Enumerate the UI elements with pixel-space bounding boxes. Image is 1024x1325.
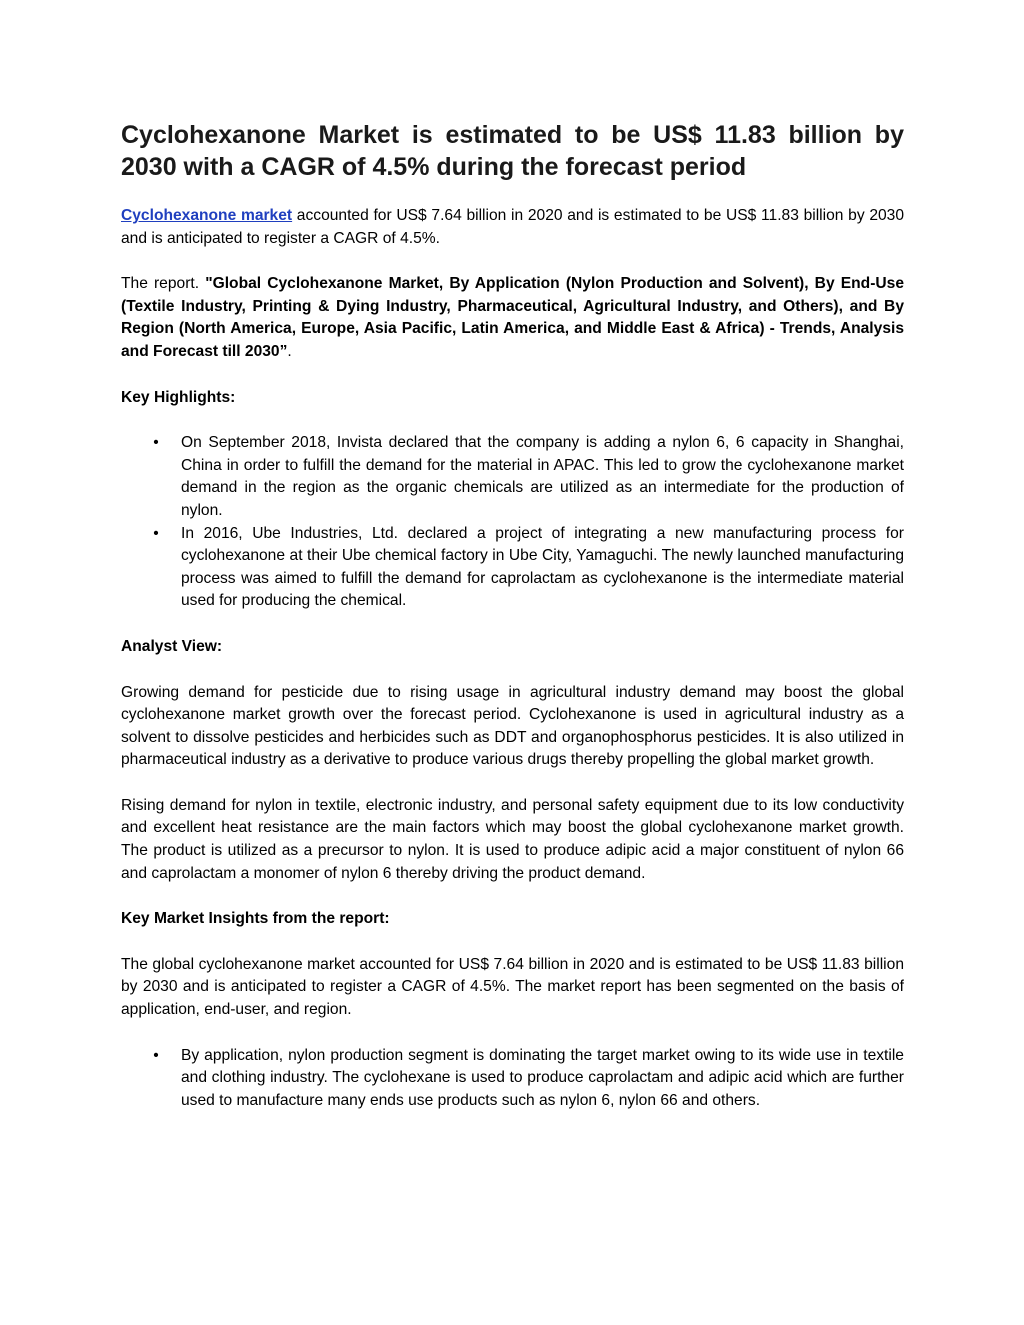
report-suffix: . [287, 342, 292, 360]
list-item-text: On September 2018, Invista declared that the company is adding a nylon 6, 6 capacity in Shanghai, China in order to fulfill the demand for the material in APAC. This led to grow the cyclohexanone market demand in the region as the organic chemicals are utilized as an intermediate for the production of nylon. [181, 434, 904, 519]
bullet-icon: • [153, 524, 159, 542]
document-page [121, 0, 904, 1112]
list-item-text: In 2016, Ube Industries, Ltd. declared a project of integrating a new manufacturing process for cyclohexanone at their Ube chemical factory in Ube City, Yamaguchi. The newly launched manufacturing process was aimed to fulfill the demand for caprolactam as cyclohexanone is the intermediate material used for producing the chemical. [181, 524, 904, 610]
key-insights-paragraph: The global cyclohexanone market accounted for US$ 7.64 billion in 2020 and is estimated to be US$ 11.83 billion by 2030 and is anticipated to register a CAGR of 4.5%. The market report has been segmented on the basis of application, end-user, and region. [121, 955, 904, 1019]
intro-paragraph [121, 205, 904, 250]
key-insights-list [121, 1045, 904, 1113]
analyst-view-heading: Analyst View: [121, 637, 223, 655]
bullet-icon: • [153, 1046, 159, 1064]
key-highlights-list [121, 432, 904, 613]
report-prefix: The report. [121, 275, 206, 293]
report-paragraph [121, 273, 904, 363]
analyst-paragraph-1: Growing demand for pesticide due to rising usage in agricultural industry demand may boost the global cyclohexanone market growth over the forecast period. Cyclohexanone is used in agricultural industry as a solvent to dissolve pesticides and herbicides such as DDT and organophosphorus pesticides. It is also utilized in pharmaceutical industry as a derivative to produce various drugs thereby propelling the global market growth. [121, 683, 904, 769]
key-insights-heading: Key Market Insights from the report: [121, 910, 390, 928]
list-item-text: By application, nylon production segment is dominating the target market owing to its wide use in textile and clothing industry. The cyclohexane is used to produce caprolactam and adipic acid which are further used to manufacture many ends use products such as nylon 6, nylon 66 and others. [181, 1046, 904, 1109]
analyst-paragraph-2: Rising demand for nylon in textile, electronic industry, and personal safety equipment due to its low conductivity and excellent heat resistance are the main factors which may boost the global cyclohexanone market growth. The product is utilized as a precursor to nylon. It is used to produce adipic acid a major constituent of nylon 66 and caprolactam a monomer of nylon 6 thereby driving the product demand. [121, 796, 904, 882]
cyclohexanone-market-link[interactable]: Cyclohexanone market [121, 207, 293, 224]
key-highlights-heading: Key Highlights: [121, 388, 236, 406]
list-item [121, 1045, 904, 1113]
intro-text: accounted for US$ 7.64 billion in 2020 and is estimated to be US$ 11.83 billion by 2030 and is anticipated to register a CAGR of 4.5%. [121, 207, 905, 247]
list-item [121, 523, 904, 613]
document-title: Cyclohexanone Market is estimated to be US$ 11.83 billion by 2030 with a CAGR of 4.5% during the forecast period [121, 121, 904, 181]
list-item [121, 432, 904, 522]
report-title: "Global Cyclohexanone Market, By Application (Nylon Production and Solvent), By End-Use (Textile Industry, Printing & Dying Industry, Pharmaceutical, Agricultural Industry, and Others), and By Region (North America, Europe, Asia Pacific, Latin America, and Middle East & Africa) - Trends, Analysis and Forecast till 2030” [121, 275, 904, 360]
bullet-icon: • [153, 434, 159, 452]
